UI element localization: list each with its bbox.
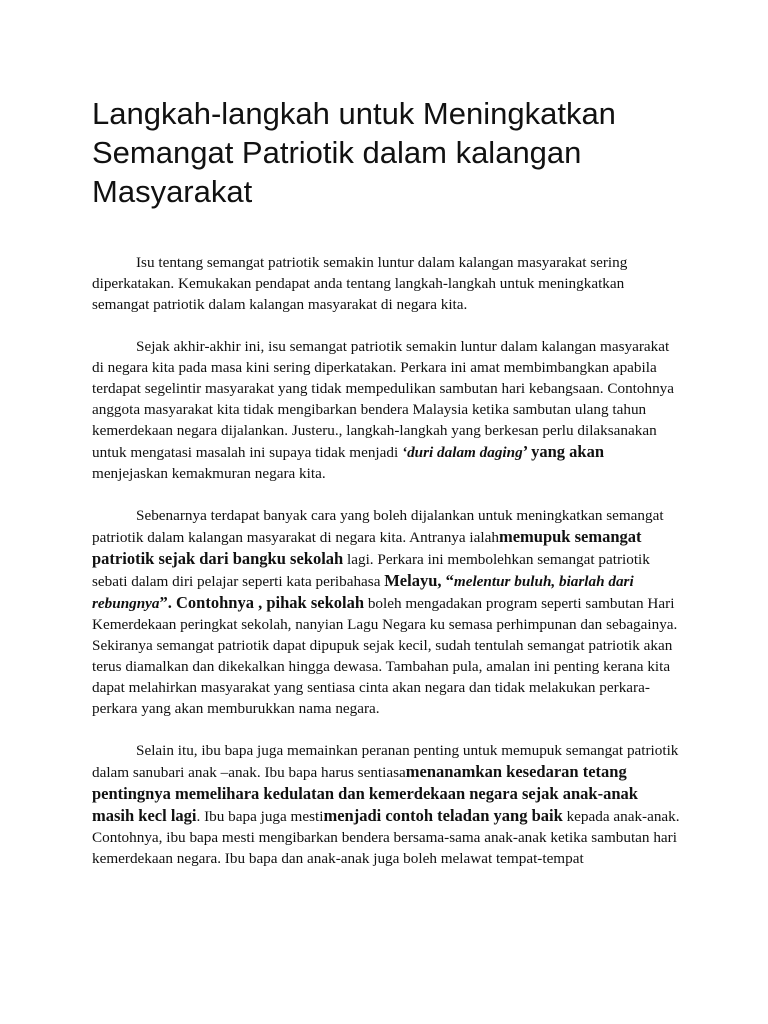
main-point-emphasis: menjadi contoh teladan yang baik [323,806,563,825]
paragraph-text: Selain itu, ibu bapa juga memainkan peranan penting untuk memupuk semangat patriotik dalam sanubari anak –anak. Ibu bapa harus sentiasa [92,742,679,781]
peribahasa-emphasis: melentur buluh, biarlah dari rebungnya [92,573,634,612]
paragraph-text: boleh mengadakan program seperti sambutan Hari Kemerdekaan peringkat sekolah, nanyian Lagu Negara ku semasa perhimpunan dan sebagainya. Sekiranya semangat patriotik dapat dipupuk sejak kecil, sudah tentulah semangat patriotik akan terus diamalkan dan dikekalkan hingga dewasa. Tambahan pula, amalan ini penting kerana kita dapat melahirkan masyarakat yang sentiasa cinta akan negara dan tidak melakukan perkara-perkara yang akan memburukkan nama negara. [92,595,678,717]
peribahasa-emphasis: ‘duri dalam daging [402,444,523,461]
paragraph-text: kepada anak-anak. Contohnya, ibu bapa mesti mengibarkan bendera bersama-sama anak-anak ketika sambutan hari kemerdekaan negara. Ibu bapa dan anak-anak juga boleh melawat tempat-tempat [92,808,680,867]
paragraph-text: menjejaskan kemakmuran negara kita. [92,465,326,482]
main-point-emphasis: menanamkan kesedaran tetang pentingnya memelihara kedulatan dan kemerdekaan negara sejak anak-anak masih kecl lagi [92,762,638,825]
paragraph-text: Sebenarnya terdapat banyak cara yang boleh dijalankan untuk meningkatkan semangat patriotik dalam kalangan masyarakat di negara kita. Antranya ialah [92,507,664,546]
document-title: Langkah-langkah untuk Meningkatkan Semangat Patriotik dalam kalangan Masyarakat [92,96,616,209]
paragraph-text: . Ibu bapa juga mesti [196,808,324,825]
example-emphasis: ”. Contohnya , pihak sekolah [159,593,365,612]
paragraph-introduction [92,336,682,484]
main-point-emphasis: memupuk semangat patriotik sejak dari bangku sekolah [92,527,642,568]
paragraph-point-two [92,740,682,869]
paragraph-intro [92,252,682,315]
document-body [92,252,682,890]
intro-text: Isu tentang semangat patriotik semakin luntur dalam kalangan masyarakat sering diperkatakan. Kemukakan pendapat anda tentang langkah-langkah untuk meningkatkan semangat patriotik dalam kalangan masyarakat di negara kita. [92,254,628,313]
paragraph-text: lagi. Perkara ini membolehkan semangat patriotik sebati dalam diri pelajar seperti kata peribahasa [92,551,650,590]
bold-emphasis: Melayu, “ [384,571,454,590]
bold-emphasis: ’ yang akan [522,442,605,461]
paragraph-point-one [92,505,682,719]
paragraph-text: Sejak akhir-akhir ini, isu semangat patriotik semakin luntur dalam kalangan masyarakat di negara kita pada masa kini sering diperkatakan. Perkara ini amat membimbangkan apabila terdapat segelintir masyarakat yang tidak mempedulikan sambutan hari kebangsaan. Contohnya anggota masyarakat kita tidak mengibarkan bendera Malaysia ketika sambutan ulang tahun kemerdekaan negara dijalankan. Justeru., langkah-langkah yang berkesan perlu dilaksanakan untuk mengatasi masalah ini supaya tidak menjadi [92,338,675,461]
